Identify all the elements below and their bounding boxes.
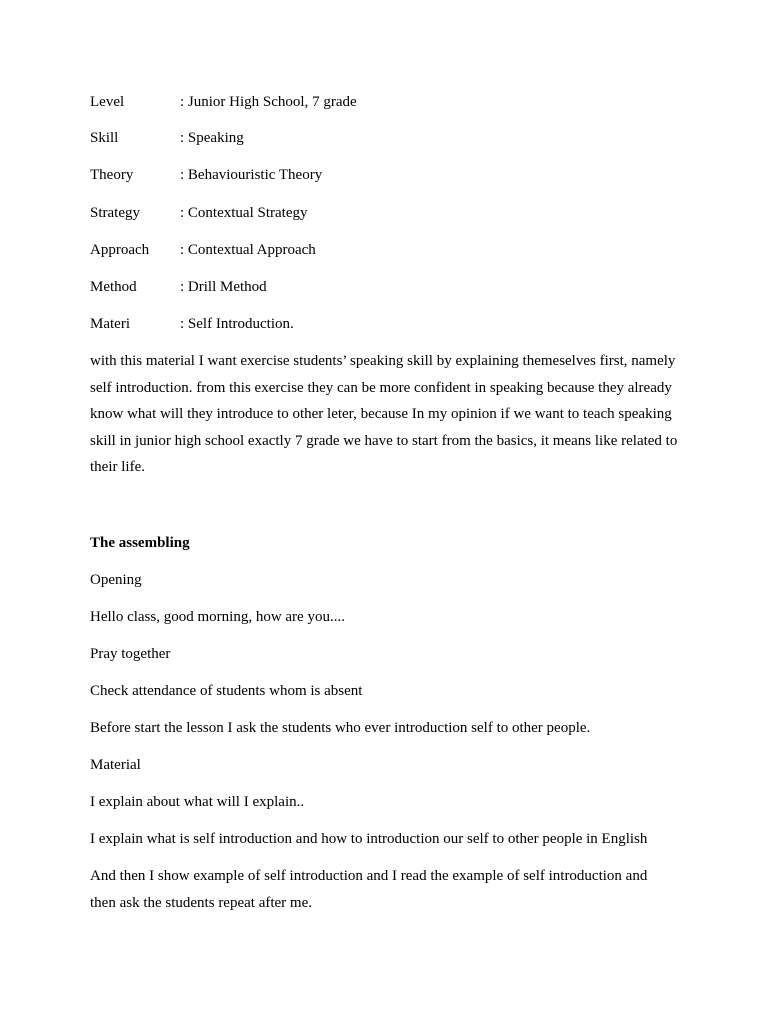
meta-value: : Contextual Approach [180,242,316,258]
lesson-line-pray: Pray together [90,646,171,662]
lesson-line-greeting: Hello class, good morning, how are you.... [90,609,345,625]
meta-label: Skill [90,130,119,146]
meta-label: Method [90,279,137,295]
lesson-line-opening: Opening [90,572,142,588]
meta-label: Materi [90,316,130,332]
meta-value: : Contextual Strategy [180,205,308,221]
lesson-line-explain-about: I explain about what will I explain.. [90,794,305,810]
lesson-line-explain-what: I explain what is self introduction and how to introduction our self to other people in English [90,831,648,847]
meta-value: : Behaviouristic Theory [180,167,323,183]
meta-label: Approach [90,242,150,258]
meta-value: : Junior High School, 7 grade [180,94,357,110]
meta-value: : Drill Method [180,279,267,295]
meta-value: : Speaking [180,130,244,146]
meta-label: Level [90,94,125,110]
section-heading: The assembling [90,535,190,551]
closing-paragraph: And then I show example of self introduction and I read the example of self introduction and then ask the students repeat after me. [90,868,648,911]
lesson-line-before-start: Before start the lesson I ask the students who ever introduction self to other people. [90,720,591,736]
meta-value: : Self Introduction. [180,316,294,332]
meta-label: Theory [90,167,134,183]
intro-paragraph: with this material I want exercise students’ speaking skill by explaining themeselves first, namely self introduction. from this exercise they can be more confident in speaking because they already know what will they introduce to other leter, because In my opinion if we want to teach speaking skill in junior high school exactly 7 grade we have to start from the basics, it means like related to their life. [90,353,678,476]
meta-label: Strategy [90,205,140,221]
lesson-line-attendance: Check attendance of students whom is absent [90,683,363,699]
lesson-line-material: Material [90,757,141,773]
